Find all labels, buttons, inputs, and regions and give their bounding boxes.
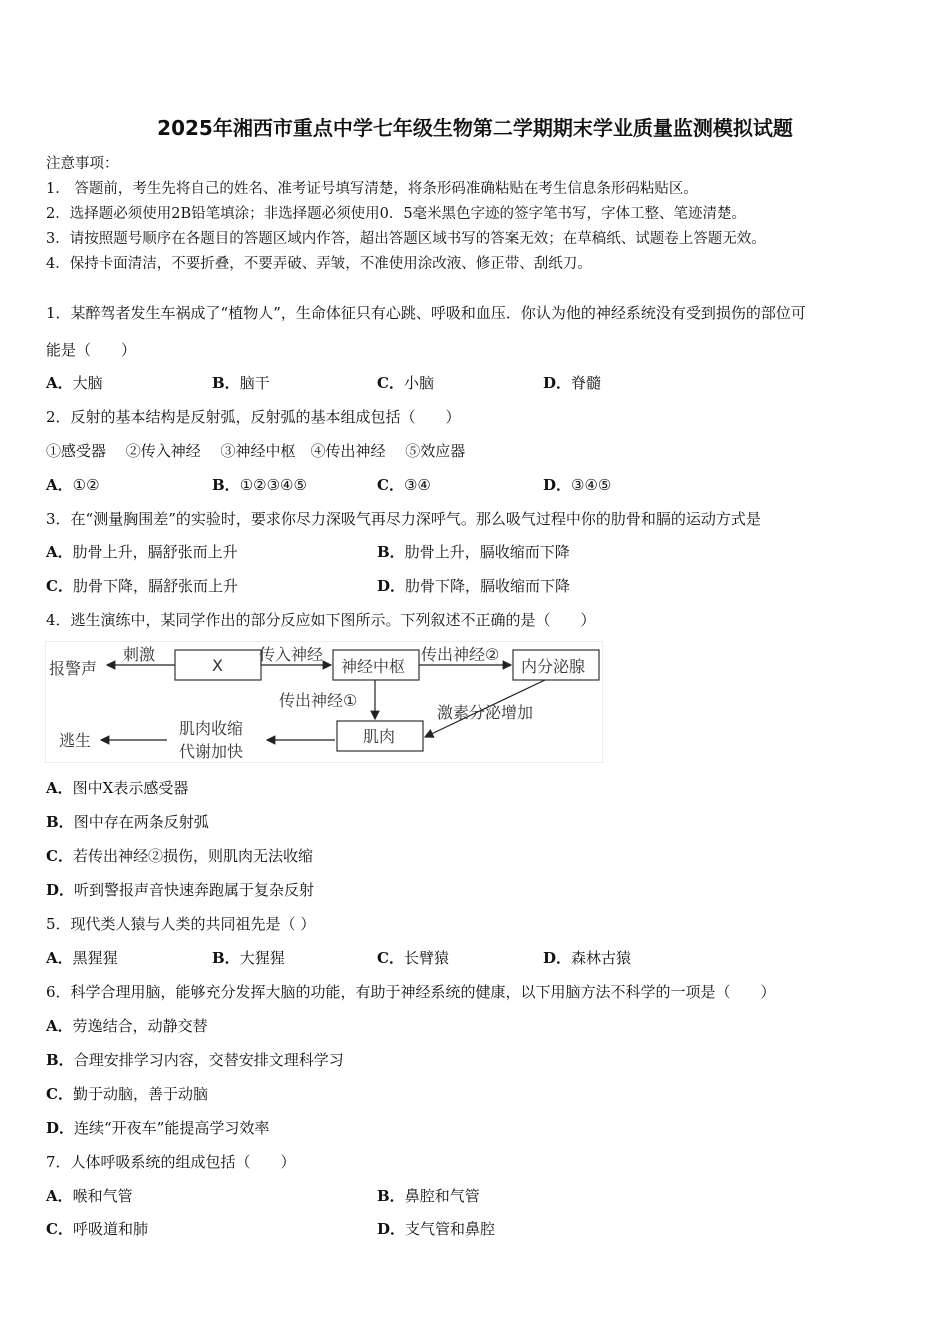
notice-heading: 注意事项： <box>46 156 119 172</box>
q6-stem: 6．科学合理用脑，能够充分发挥大脑的功能，有助于神经系统的健康，以下用脑方法不科学的一项是（ ） <box>46 983 776 1001</box>
page-title: 2025年湘西市重点中学七年级生物第二学期期末学业质量监测模拟试题 <box>157 116 793 140</box>
q7-option-a: A．喉和气管 <box>46 1187 133 1205</box>
q7-stem: 7．人体呼吸系统的组成包括（ ） <box>46 1153 296 1171</box>
q4-option-a: A．图中X表示感受器 <box>46 779 189 797</box>
q3-option-d: D．肋骨下降，膈收缩而下降 <box>377 577 571 595</box>
diagram-muscle: 肌肉 <box>363 727 396 746</box>
q4-option-c: C．若传出神经②损伤，则肌肉无法收缩 <box>46 847 313 865</box>
q2-parts: ①感受器 ②传入神经 ③神经中枢 ④传出神经 ⑤效应器 <box>46 442 466 460</box>
q5-option-a: A．黑猩猩 <box>46 949 118 967</box>
q2-option-c: C．③④ <box>377 476 431 494</box>
q6-option-c: C．勤于动脑，善于动脑 <box>46 1085 208 1103</box>
q1-option-a: A．大脑 <box>46 374 103 392</box>
q5-option-d: D．森林古猿 <box>543 949 632 967</box>
q7-option-b: B．鼻腔和气管 <box>377 1187 480 1205</box>
diagram-contract1: 肌肉收缩 <box>179 719 244 738</box>
q6-option-a: A．劳逸结合，动静交替 <box>46 1017 208 1035</box>
reflex-diagram <box>45 641 603 763</box>
q7-option-c: C．呼吸道和肺 <box>46 1220 148 1238</box>
notice-item-1: 1． 答题前，考生先将自己的姓名、准考证号填写清楚，将条形码准确粘贴在考生信息条形码粘贴区。 <box>46 181 698 197</box>
q3-option-b: B．肋骨上升，膈收缩而下降 <box>377 543 570 561</box>
q2-option-d: D．③④⑤ <box>543 476 612 494</box>
q3-option-a: A．肋骨上升，膈舒张而上升 <box>46 543 238 561</box>
q4-option-d: D．听到警报声音快速奔跑属于复杂反射 <box>46 881 315 899</box>
diagram-hormone: 激素分泌增加 <box>437 703 534 722</box>
q5-option-b: B．大猩猩 <box>212 949 285 967</box>
notice-item-4: 4．保持卡面清洁，不要折叠，不要弄破、弄皱，不准使用涂改液、修正带、刮纸刀。 <box>46 256 592 272</box>
diagram-contract2: 代谢加快 <box>179 742 244 761</box>
diagram-stimulus: 刺激 <box>123 645 156 664</box>
q1-stem-line1: 1．某醉驾者发生车祸成了“植物人”，生命体征只有心跳、呼吸和血压．你认为他的神经系统没有受到损伤的部位可 <box>46 304 806 322</box>
q3-stem: 3．在“测量胸围差”的实验时，要求你尽力深吸气再尽力深呼气。那么吸气过程中你的肋骨和膈的运动方式是 <box>46 510 761 528</box>
q2-option-a: A．①② <box>46 476 100 494</box>
diagram-efferent1: 传出神经① <box>279 691 358 710</box>
diagram-center: 神经中枢 <box>341 657 406 676</box>
q6-option-d: D．连续“开夜车”能提高学习效率 <box>46 1119 270 1137</box>
diagram-efferent2: 传出神经② <box>421 645 500 664</box>
diagram-x: X <box>212 656 223 675</box>
diagram-endocrine: 内分泌腺 <box>521 657 586 676</box>
notice-item-2: 2．选择题必须使用2B铅笔填涂；非选择题必须使用0．5毫米黑色字迹的签字笔书写，字体工整、笔迹清楚。 <box>46 206 747 222</box>
q2-option-b: B．①②③④⑤ <box>212 476 307 494</box>
notice-item-3: 3．请按照题号顺序在各题目的答题区域内作答，超出答题区域书写的答案无效；在草稿纸、试题卷上答题无效。 <box>46 231 766 247</box>
diagram-alarm: 报警声 <box>49 659 98 678</box>
q1-option-c: C．小脑 <box>377 374 434 392</box>
q4-option-b: B．图中存在两条反射弧 <box>46 813 209 831</box>
q2-stem: 2．反射的基本结构是反射弧，反射弧的基本组成包括（ ） <box>46 408 461 426</box>
q7-option-d: D．支气管和鼻腔 <box>377 1220 496 1238</box>
q1-option-d: D．脊髓 <box>543 374 602 392</box>
q5-option-c: C．长臂猿 <box>377 949 449 967</box>
q3-option-c: C．肋骨下降，膈舒张而上升 <box>46 577 238 595</box>
q5-stem: 5．现代类人猿与人类的共同祖先是（ ） <box>46 915 316 933</box>
q6-option-b: B．合理安排学习内容，交替安排文理科学习 <box>46 1051 344 1069</box>
q1-option-b: B．脑干 <box>212 374 270 392</box>
q4-stem: 4．逃生演练中，某同学作出的部分反应如下图所示。下列叙述不正确的是（ ） <box>46 611 596 629</box>
diagram-afferent: 传入神经 <box>259 645 324 664</box>
diagram-escape: 逃生 <box>59 731 92 750</box>
q1-stem-line2: 能是（ ） <box>46 341 137 359</box>
